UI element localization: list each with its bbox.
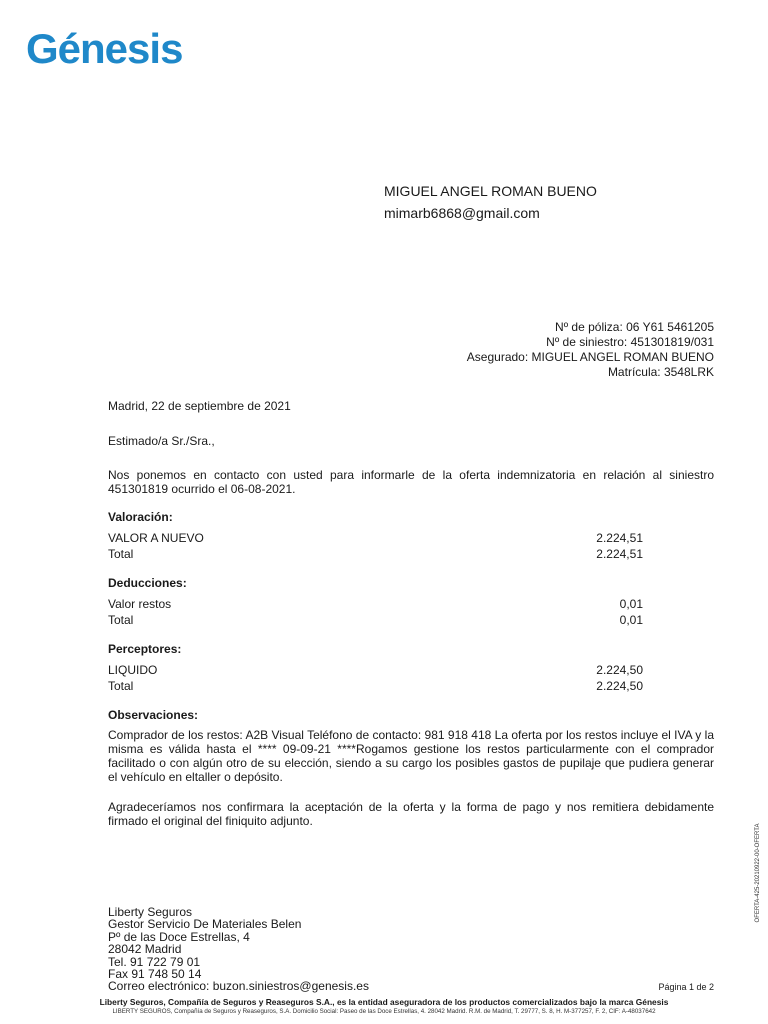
perceptores-title: Perceptores:	[108, 642, 182, 656]
perceptores-row	[108, 662, 643, 678]
page-number: Página 1 de 2	[658, 982, 714, 992]
signature-company: Liberty Seguros	[108, 905, 193, 919]
genesis-logo: Génesis	[26, 25, 183, 72]
row-value: 0,01	[619, 597, 643, 611]
valoracion-title: Valoración:	[108, 510, 173, 524]
valoracion-row	[108, 530, 643, 546]
row-value: 0,01	[619, 613, 643, 627]
signature-city: 28042 Madrid	[108, 942, 182, 957]
license-plate: Matrícula: 3548LRK	[607, 365, 714, 379]
signature-fax: Fax 91 748 50 14	[108, 967, 202, 982]
footer-legal-small: LIBERTY SEGUROS, Compañía de Seguros y Reaseguros, S.A. Domicilio Social: Paseo de las Doce Estrellas, 4. 28042 Madrid. R.M. de Madrid, T. 29777, S. 8, H. M-377257, F. 2, CIF: A-48037642	[112, 1008, 656, 1015]
row-label: VALOR A NUEVO	[108, 531, 204, 545]
row-value: 2.224,50	[596, 663, 643, 677]
row-value: 2.224,51	[596, 547, 643, 561]
valoracion-total-row	[108, 546, 643, 562]
signature-block	[108, 906, 369, 993]
signature-address: Pº de las Doce Estrellas, 4	[108, 929, 250, 944]
perceptores-total-row	[108, 678, 643, 694]
letter-body	[108, 399, 714, 828]
claim-number: Nº de siniestro: 451301819/031	[546, 335, 714, 349]
recipient-block	[384, 180, 597, 224]
side-document-code: OFERTA-425-20210922-00-OFERTA	[755, 823, 761, 923]
deducciones-total-row	[108, 612, 643, 628]
row-label: Valor restos	[108, 597, 172, 611]
reference-block	[467, 320, 714, 380]
signature-gestor: Gestor Servicio De Materiales Belen	[108, 917, 302, 932]
row-value: 2.224,51	[596, 531, 643, 545]
signature-email: Correo electrónico: buzon.siniestros@genesis.es	[108, 979, 369, 994]
row-value: 2.224,50	[596, 679, 643, 693]
footer-legal-bold: Liberty Seguros, Compañía de Seguros y Reaseguros S.A., es la entidad aseguradora de los productos comercializados bajo la marca Génesis	[99, 997, 669, 1007]
row-label: Total	[108, 547, 134, 561]
deducciones-row	[108, 596, 643, 612]
policy-number: Nº de póliza: 06 Y61 5461205	[555, 320, 714, 334]
row-label: LIQUIDO	[108, 663, 158, 677]
observaciones-text: Comprador de los restos: A2B Visual Teléfono de contacto: 981 918 418 La oferta por los restos incluye el IVA y la misma es válida hasta el **** 09-09-21 ****Rogamos gestione los restos particularmente con el comprador facilitado o con algún otro de su elección, siendo a su cargo los posibles gastos de pupilaje que pudiera generar el vehículo en eltaller o depósito.	[108, 728, 714, 784]
letter-closing: Agradeceríamos nos confirmara la aceptación de la oferta y la forma de pago y nos remitiera debidamente firmado el original del finiquito adjunto.	[108, 800, 714, 828]
row-label: Total	[108, 613, 134, 627]
signature-phone: Tel. 91 722 79 01	[108, 954, 201, 969]
row-label: Total	[108, 679, 134, 693]
letter-date: Madrid, 22 de septiembre de 2021	[108, 399, 291, 413]
recipient-email: mimarb6868@gmail.com	[384, 205, 540, 221]
letter-greeting: Estimado/a Sr./Sra.,	[108, 434, 215, 448]
insured-name: Asegurado: MIGUEL ANGEL ROMAN BUENO	[466, 350, 714, 364]
letter-intro: Nos ponemos en contacto con usted para informarle de la oferta indemnizatoria en relación al siniestro 451301819 ocurrido el 06-08-2021.	[108, 468, 714, 496]
deducciones-title: Deducciones:	[108, 576, 187, 590]
observaciones-title: Observaciones:	[108, 708, 199, 722]
recipient-name: MIGUEL ANGEL ROMAN BUENO	[384, 183, 597, 199]
